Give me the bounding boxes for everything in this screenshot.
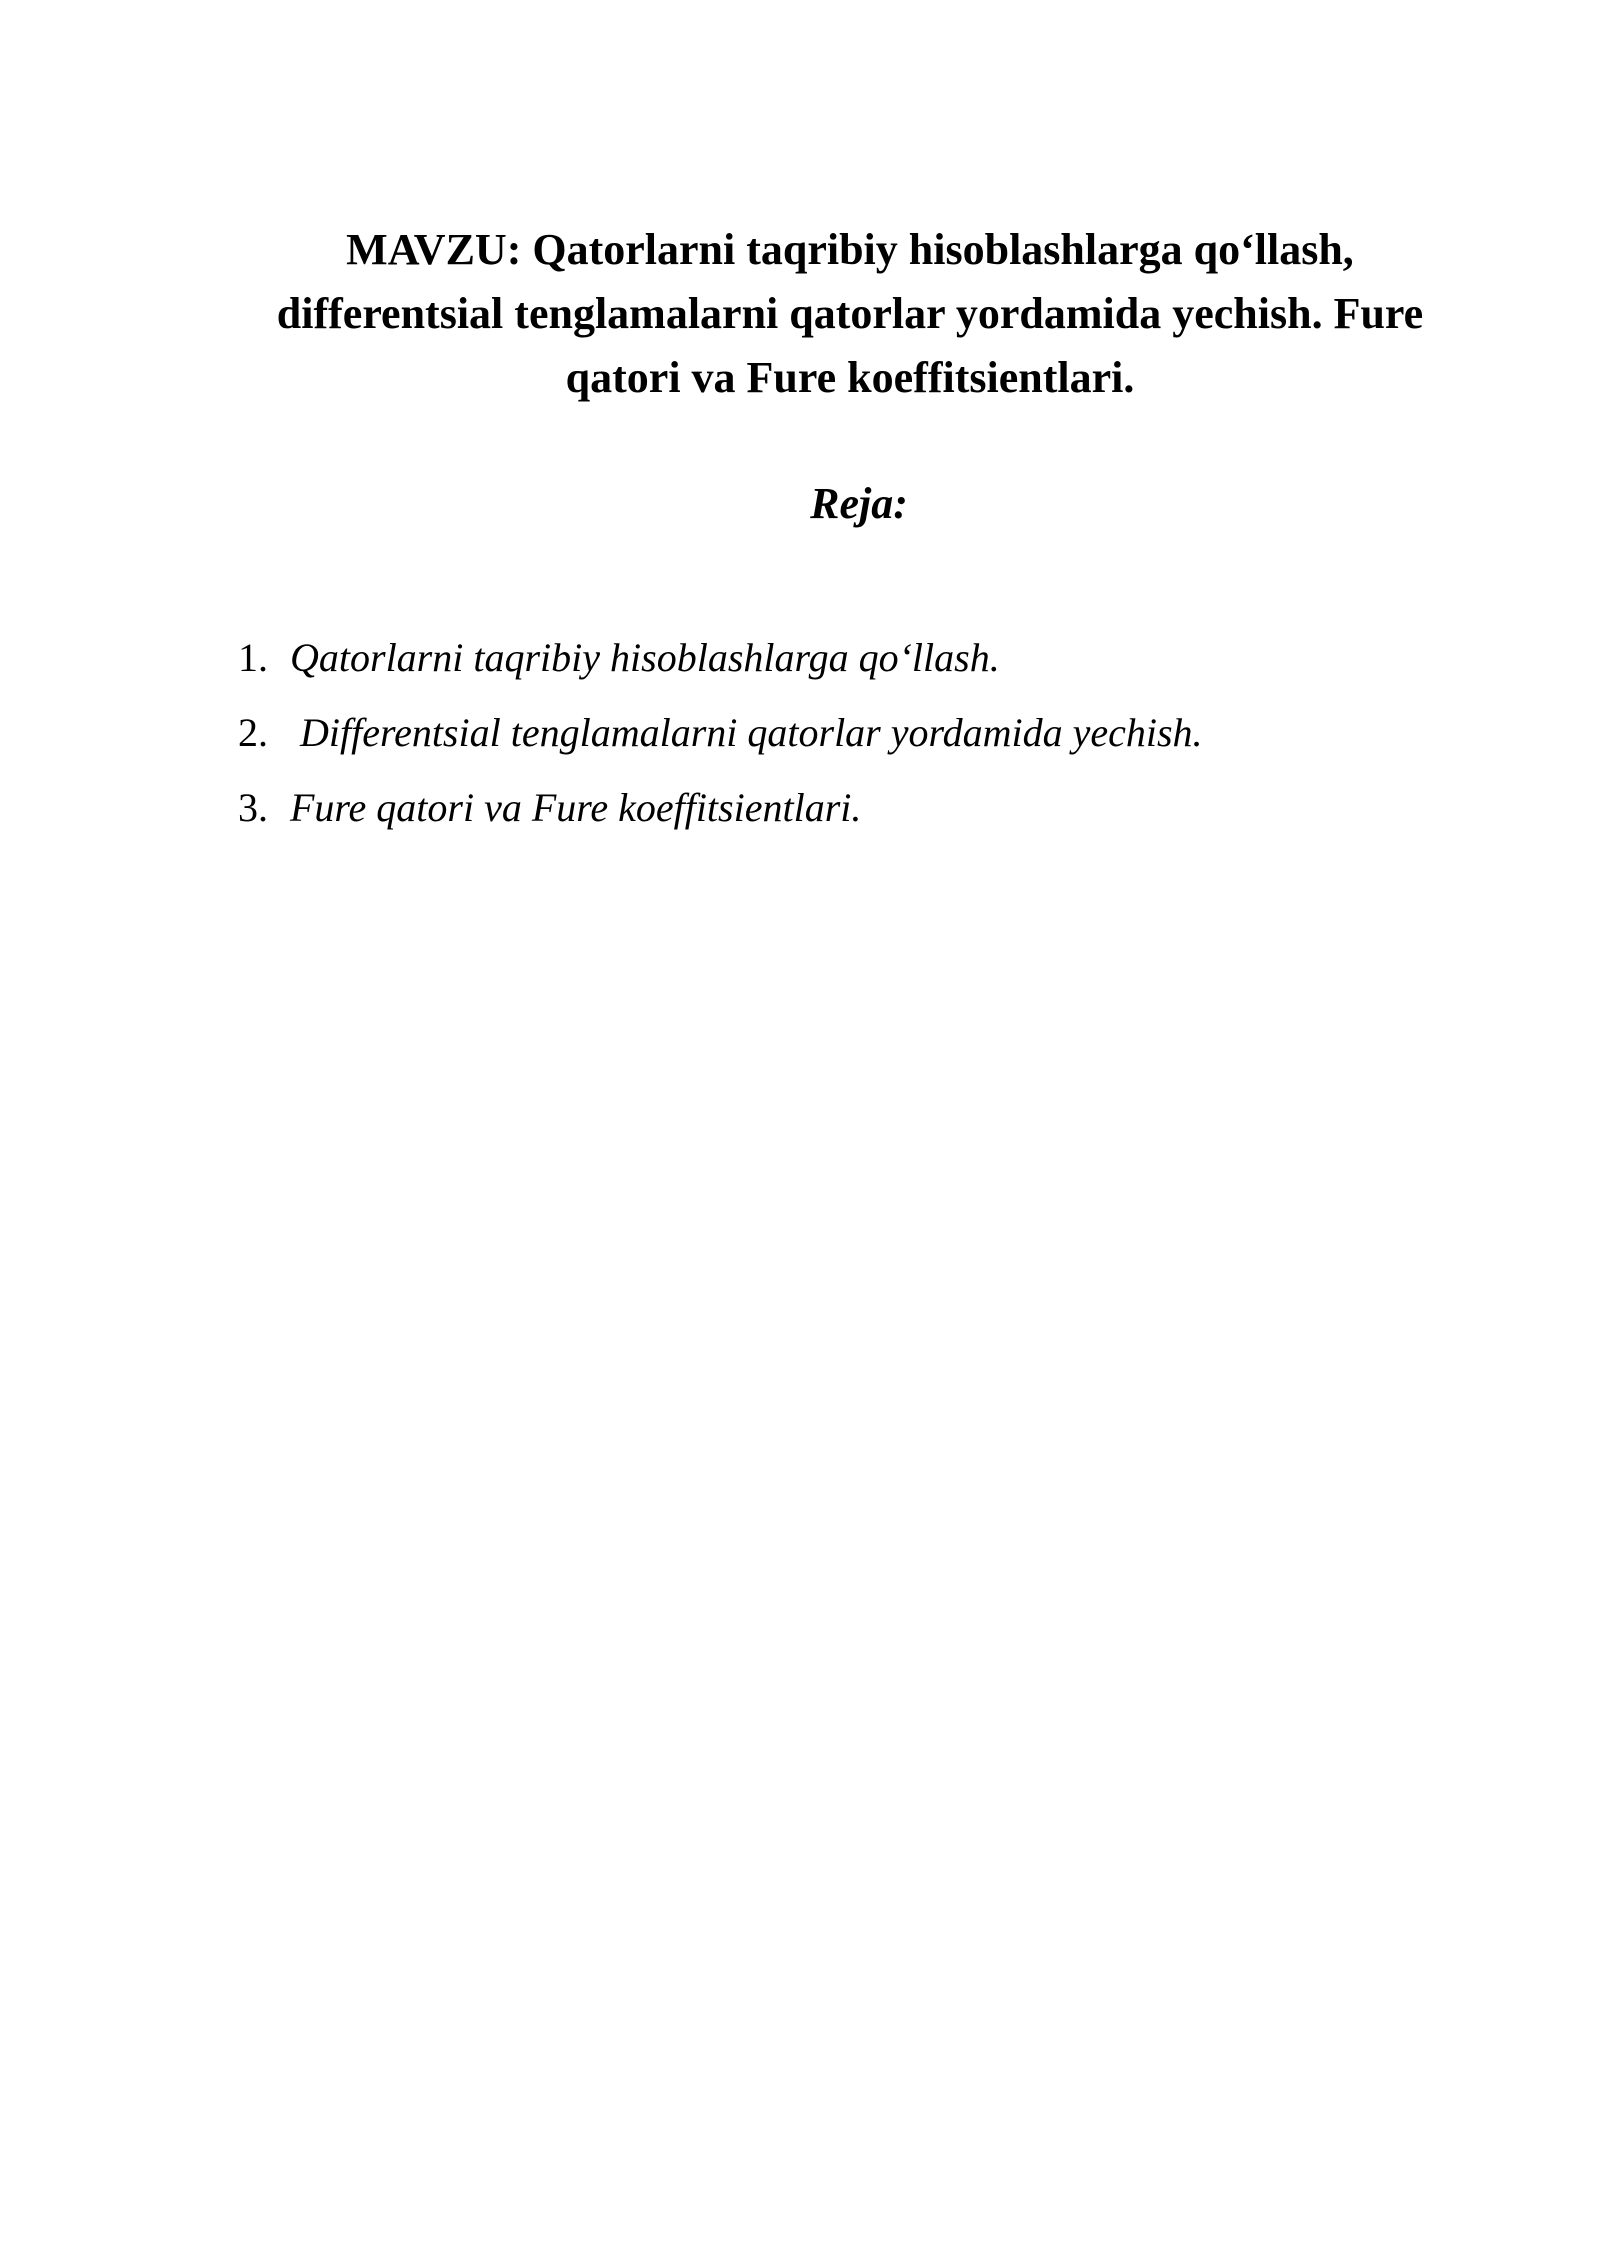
- plan-heading: Reja:: [810, 479, 908, 528]
- list-item: [238, 701, 1203, 776]
- plan-list: [238, 626, 1203, 851]
- list-item-number: 2.: [238, 710, 268, 755]
- list-item-text: Differentsial tenglamalarni qatorlar yordamida yechish.: [300, 710, 1203, 755]
- title-line: qatori va Fure koeffitsientlari.: [565, 353, 1135, 402]
- list-item: [238, 776, 1203, 851]
- list-item-text: Fure qatori va Fure koeffitsientlari.: [290, 785, 862, 830]
- list-item-number: 3.: [238, 785, 268, 830]
- title-line: differentsial tenglamalarni qatorlar yordamida yechish. Fure: [276, 289, 1424, 338]
- list-item-text: Qatorlarni taqribiy hisoblashlarga qo‘llash.: [290, 635, 1000, 680]
- list-item: [238, 626, 1203, 701]
- title-line: MAVZU: Qatorlarni taqribiy hisoblashlarga qo‘llash,: [346, 225, 1354, 274]
- document-title: [190, 218, 1510, 410]
- list-item-number: 1.: [238, 635, 268, 680]
